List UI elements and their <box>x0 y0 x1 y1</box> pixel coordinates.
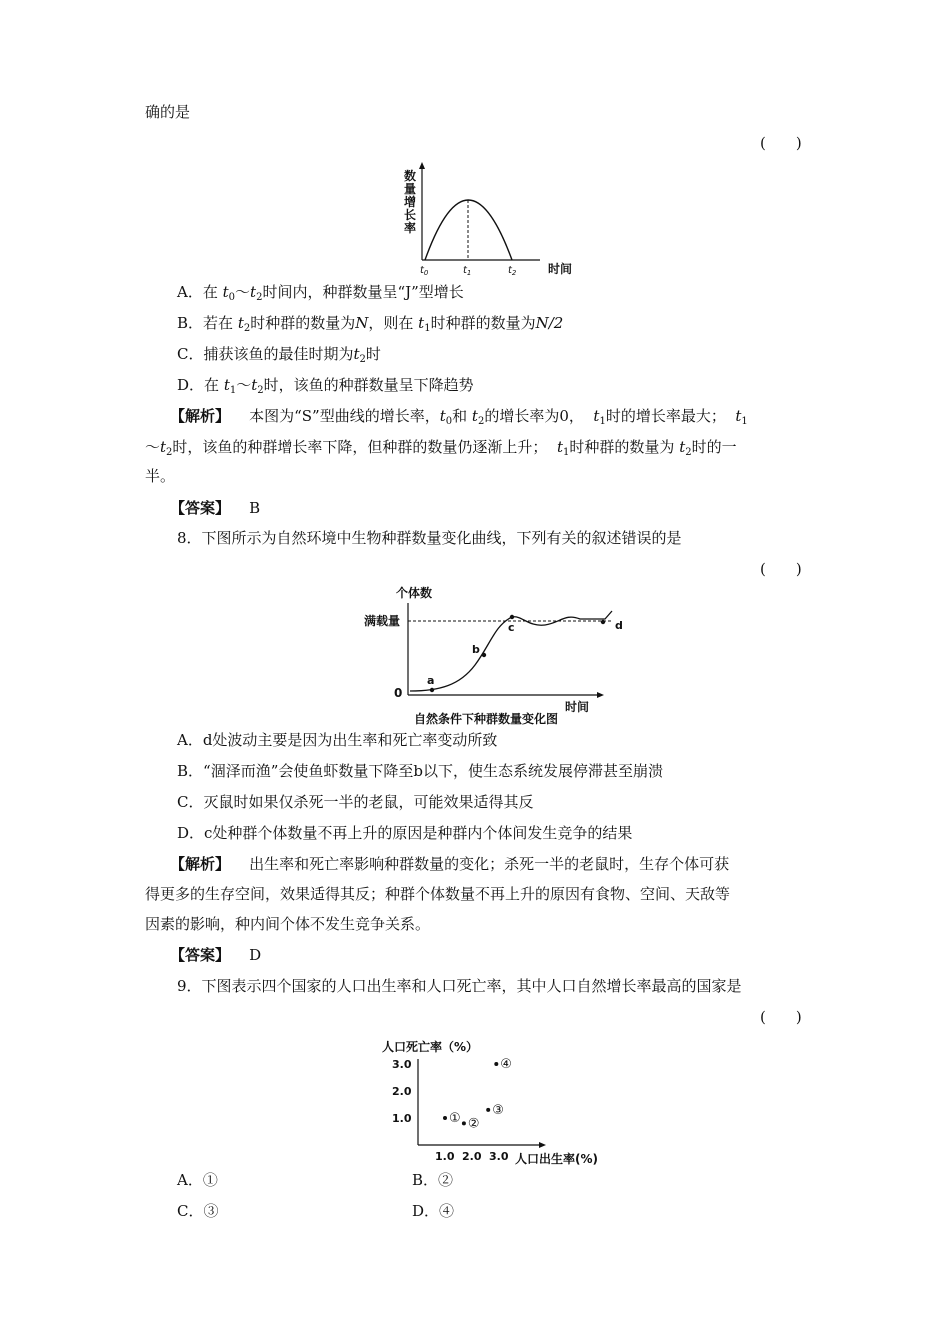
q8-point-d <box>601 620 605 624</box>
q7-ylabel-2: 量 <box>404 182 417 196</box>
q8-option-c[interactable]: C．灭鼠时如果仅杀死一半的老鼠，可能效果适得其反 <box>177 793 534 811</box>
q9-xlabel: 人口出生率(%) <box>515 1152 598 1166</box>
q9-birth-death-chart <box>370 1035 610 1170</box>
q7-option-d[interactable]: D．在 $t_1\sim t_2$时，该鱼的种群数量呈下降趋势 <box>177 376 474 396</box>
q9-point-4 <box>494 1062 498 1066</box>
q8-xlabel: 时间 <box>565 700 590 714</box>
q9-y-ticks <box>392 1058 412 1125</box>
q8-point-a <box>430 688 434 692</box>
q7-tick-t2: $t_2$ <box>508 265 517 277</box>
q7-ylabel-3: 增 <box>404 195 417 209</box>
q8-stem: 8．下图所示为自然环境中生物种群数量变化曲线，下列有关的叙述错误的是 <box>177 529 682 547</box>
q8-capacity-label: 满载量 <box>364 614 401 628</box>
q7-analysis-line-1: 【解析】 本图为“S”型曲线的增长率，$t_0$和 $t_2$的增长率为0， $t_1$时的增长率最大； $t_1$ <box>170 407 748 427</box>
q9-option-d[interactable]: D．④ <box>412 1202 455 1220</box>
q7-answer-tag: 【答案】 <box>170 499 231 517</box>
q8-answer <box>170 945 261 965</box>
q8-point-b <box>482 653 486 657</box>
q9-option-a[interactable]: A．① <box>177 1171 218 1189</box>
q9-y-tick-2: 3.0 <box>392 1058 412 1071</box>
q8-caption: 自然条件下种群数量变化图 <box>414 712 559 725</box>
q7-tick-t0: $t_0$ <box>420 265 429 277</box>
q7-stem-tail: 确的是 <box>145 103 191 121</box>
q8-point-c <box>510 615 514 619</box>
q7-xlabel: 时间 <box>548 262 573 276</box>
q9-option-b[interactable]: B．② <box>412 1171 454 1189</box>
q9-answer-bracket: ( ) <box>760 1008 802 1026</box>
q7-option-b[interactable]: B．若在 $t_2$时种群的数量为N，则在 $t_1$时种群的数量为N/2 <box>177 314 564 334</box>
q8-analysis-line-3: 因素的影响，种内间个体不发生竞争关系。 <box>145 915 431 933</box>
q9-x-tick-1: 2.0 <box>462 1150 482 1163</box>
q9-point-3 <box>486 1108 490 1112</box>
q7-ylabel-4: 长 <box>404 208 417 222</box>
q8-analysis-tag: 【解析】 <box>170 855 231 873</box>
q7-tick-t1: $t_1$ <box>463 265 472 277</box>
q9-x-tick-0: 1.0 <box>435 1150 455 1163</box>
q9-y-tick-1: 2.0 <box>392 1085 412 1098</box>
q8-analysis-line-2: 得更多的生存空间，效果适得其反；种群个体数量不再上升的原因有食物、空间、天敌等 <box>145 885 731 903</box>
q8-population-chart <box>360 585 640 725</box>
q7-analysis-tag: 【解析】 <box>170 407 231 425</box>
q7-analysis-line-2: $\sim t_2$时，该鱼的种群增长率下降，但种群的数量仍逐渐上升； $t_1$时种群的数量为 $t_2$时的一 <box>145 438 737 458</box>
q9-x-arrow <box>539 1142 546 1148</box>
q8-x-arrow <box>597 692 604 698</box>
q7-a-text: 时间内，种群数量呈“J”型增长 <box>262 283 464 301</box>
q8-answer-bracket: ( ) <box>760 560 802 578</box>
q7-option-c[interactable]: C．捕获该鱼的最佳时期为$t_2$时 <box>177 345 381 365</box>
q7-d-label: D．在 <box>177 376 220 394</box>
q7-analysis-line-3: 半。 <box>145 467 176 485</box>
q9-point-label-3: ③ <box>492 1102 504 1118</box>
q8-analysis-line-1: 【解析】 出生率和死亡率影响种群数量的变化；杀死一半的老鼠时，生存个体可获 <box>170 855 730 873</box>
q7-answer <box>170 498 260 518</box>
q7-answer-value: B <box>249 499 261 517</box>
q9-point-1 <box>443 1116 447 1120</box>
q9-points <box>443 1057 512 1131</box>
q7-option-a[interactable]: A．在 $t_0\sim t_2$时间内，种群数量呈“J”型增长 <box>177 283 464 303</box>
q9-ylabel: 人口死亡率（%） <box>382 1040 479 1054</box>
q9-option-c[interactable]: C．③ <box>177 1202 219 1220</box>
q8-option-a[interactable]: A．d处波动主要是因为出生率和死亡率变动所致 <box>177 731 498 749</box>
q8-label-b: b <box>472 643 480 656</box>
q8-option-d[interactable]: D．c处种群个体数量不再上升的原因是种群内个体间发生竞争的结果 <box>177 824 633 842</box>
q8-label-a: a <box>427 674 435 687</box>
q7-d-text: 时，该鱼的种群数量呈下降趋势 <box>263 376 474 394</box>
q8-label-c: c <box>508 621 515 634</box>
q8-ylabel: 个体数 <box>396 586 433 600</box>
q9-point-label-2: ② <box>467 1116 480 1132</box>
q9-stem: 9．下图表示四个国家的人口出生率和人口死亡率，其中人口自然增长率最高的国家是 <box>177 977 742 995</box>
q8-option-b[interactable]: B．“涸泽而渔”会使鱼虾数量下降至b以下，使生态系统发展停滞甚至崩溃 <box>177 762 663 780</box>
q7-growth-rate-chart <box>400 160 590 280</box>
q7-a-label: A．在 <box>177 283 218 301</box>
q7-y-arrow <box>419 162 425 169</box>
q8-answer-tag: 【答案】 <box>170 946 231 964</box>
q9-x-ticks <box>435 1150 509 1163</box>
q8-origin-label: 0 <box>394 686 403 700</box>
q8-label-d: d <box>615 619 623 632</box>
q7-answer-bracket: ( ) <box>760 134 802 152</box>
q7-ylabel-5: 率 <box>404 221 417 235</box>
q9-x-tick-2: 3.0 <box>489 1150 509 1163</box>
q9-y-tick-0: 1.0 <box>392 1112 412 1125</box>
q9-point-2 <box>462 1121 466 1125</box>
q7-ylabel-1: 数 <box>404 169 417 183</box>
q7-b-label: B．若在 <box>177 314 234 332</box>
q8-answer-value: D <box>249 946 262 964</box>
q9-point-label-1: ① <box>449 1111 461 1126</box>
q9-point-label-4: ④ <box>500 1057 512 1072</box>
q7-c-text: C．捕获该鱼的最佳时期为 <box>177 345 354 363</box>
